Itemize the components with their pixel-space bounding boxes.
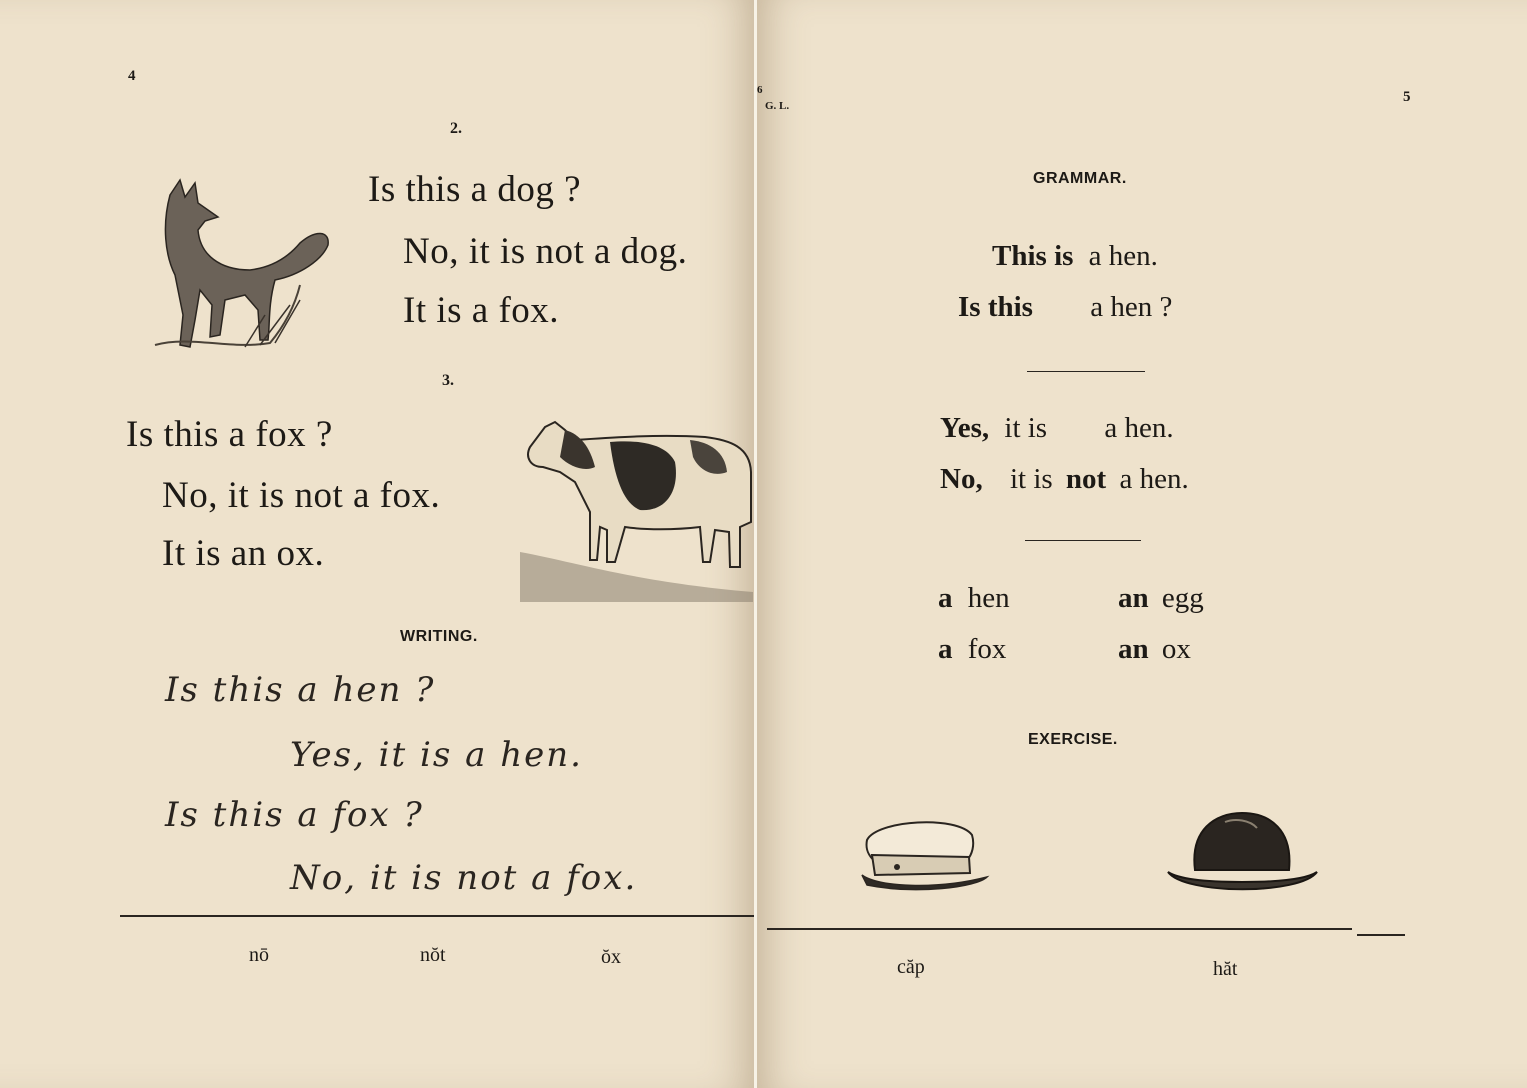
grammar-bold: Yes, (940, 412, 990, 444)
noun: ox (1161, 633, 1191, 665)
article-pair (938, 633, 1006, 666)
grammar-row (940, 463, 1189, 496)
corner-mark: 6 (757, 84, 763, 96)
article-pair (1118, 582, 1204, 615)
text-line: No, it is not a fox. (162, 475, 441, 516)
pronunciation-word: ŏx (601, 946, 621, 968)
cow-illustration (515, 412, 754, 602)
section-heading: GRAMMAR. (1033, 170, 1127, 187)
text-line: It is an ox. (162, 533, 325, 574)
fox-illustration (150, 175, 335, 355)
text-line: No, it is not a dog. (403, 231, 688, 272)
pronunciation-word: hăt (1213, 958, 1238, 980)
grammar-rest: a hen ? (1090, 291, 1173, 323)
script-line: Yes, it is a hen. (290, 735, 583, 775)
article: an (1118, 582, 1149, 614)
hat-illustration (1165, 810, 1320, 900)
noun: egg (1161, 582, 1204, 614)
short-divider (1025, 540, 1141, 541)
noun: hen (967, 582, 1010, 614)
short-divider (1027, 371, 1145, 372)
article: a (938, 633, 953, 665)
divider (120, 915, 754, 917)
grammar-mid: it is (1009, 463, 1053, 495)
divider (767, 928, 1352, 930)
pronunciation-word: nŏt (420, 944, 446, 966)
noun: fox (967, 633, 1007, 665)
text-line: It is a fox. (403, 290, 560, 331)
page-number: 5 (1403, 89, 1411, 105)
grammar-rest: a hen. (1119, 463, 1189, 495)
text-line: Is this a dog ? (368, 169, 582, 210)
right-page (757, 0, 1527, 1088)
article: a (938, 582, 953, 614)
pronunciation-word: nō (249, 944, 269, 966)
divider (1357, 934, 1405, 936)
signature-mark: G. L. (765, 100, 790, 112)
section-number: 3. (442, 372, 454, 389)
section-number: 2. (450, 120, 462, 137)
section-heading: EXERCISE. (1028, 731, 1118, 748)
section-heading: WRITING. (400, 628, 478, 645)
grammar-row (958, 291, 1172, 324)
grammar-mid: it is (1004, 412, 1048, 444)
grammar-rest: a hen. (1088, 240, 1158, 272)
article-pair (938, 582, 1010, 615)
left-page (0, 0, 754, 1088)
grammar-bold: No, (940, 463, 983, 495)
grammar-bold: Is this (958, 291, 1033, 323)
cap-illustration (857, 815, 992, 895)
grammar-row (992, 240, 1158, 273)
grammar-bold: This is (992, 240, 1074, 272)
script-line: Is this a fox ? (165, 795, 424, 835)
pronunciation-word: căp (897, 956, 925, 978)
text-line: Is this a fox ? (126, 414, 333, 455)
page-number: 4 (128, 68, 136, 84)
grammar-rest: a hen. (1104, 412, 1174, 444)
grammar-row (940, 412, 1174, 445)
script-line: No, it is not a fox. (290, 858, 638, 898)
article: an (1118, 633, 1149, 665)
script-line: Is this a hen ? (165, 670, 436, 710)
article-pair (1118, 633, 1191, 666)
grammar-bold: not (1065, 463, 1107, 495)
